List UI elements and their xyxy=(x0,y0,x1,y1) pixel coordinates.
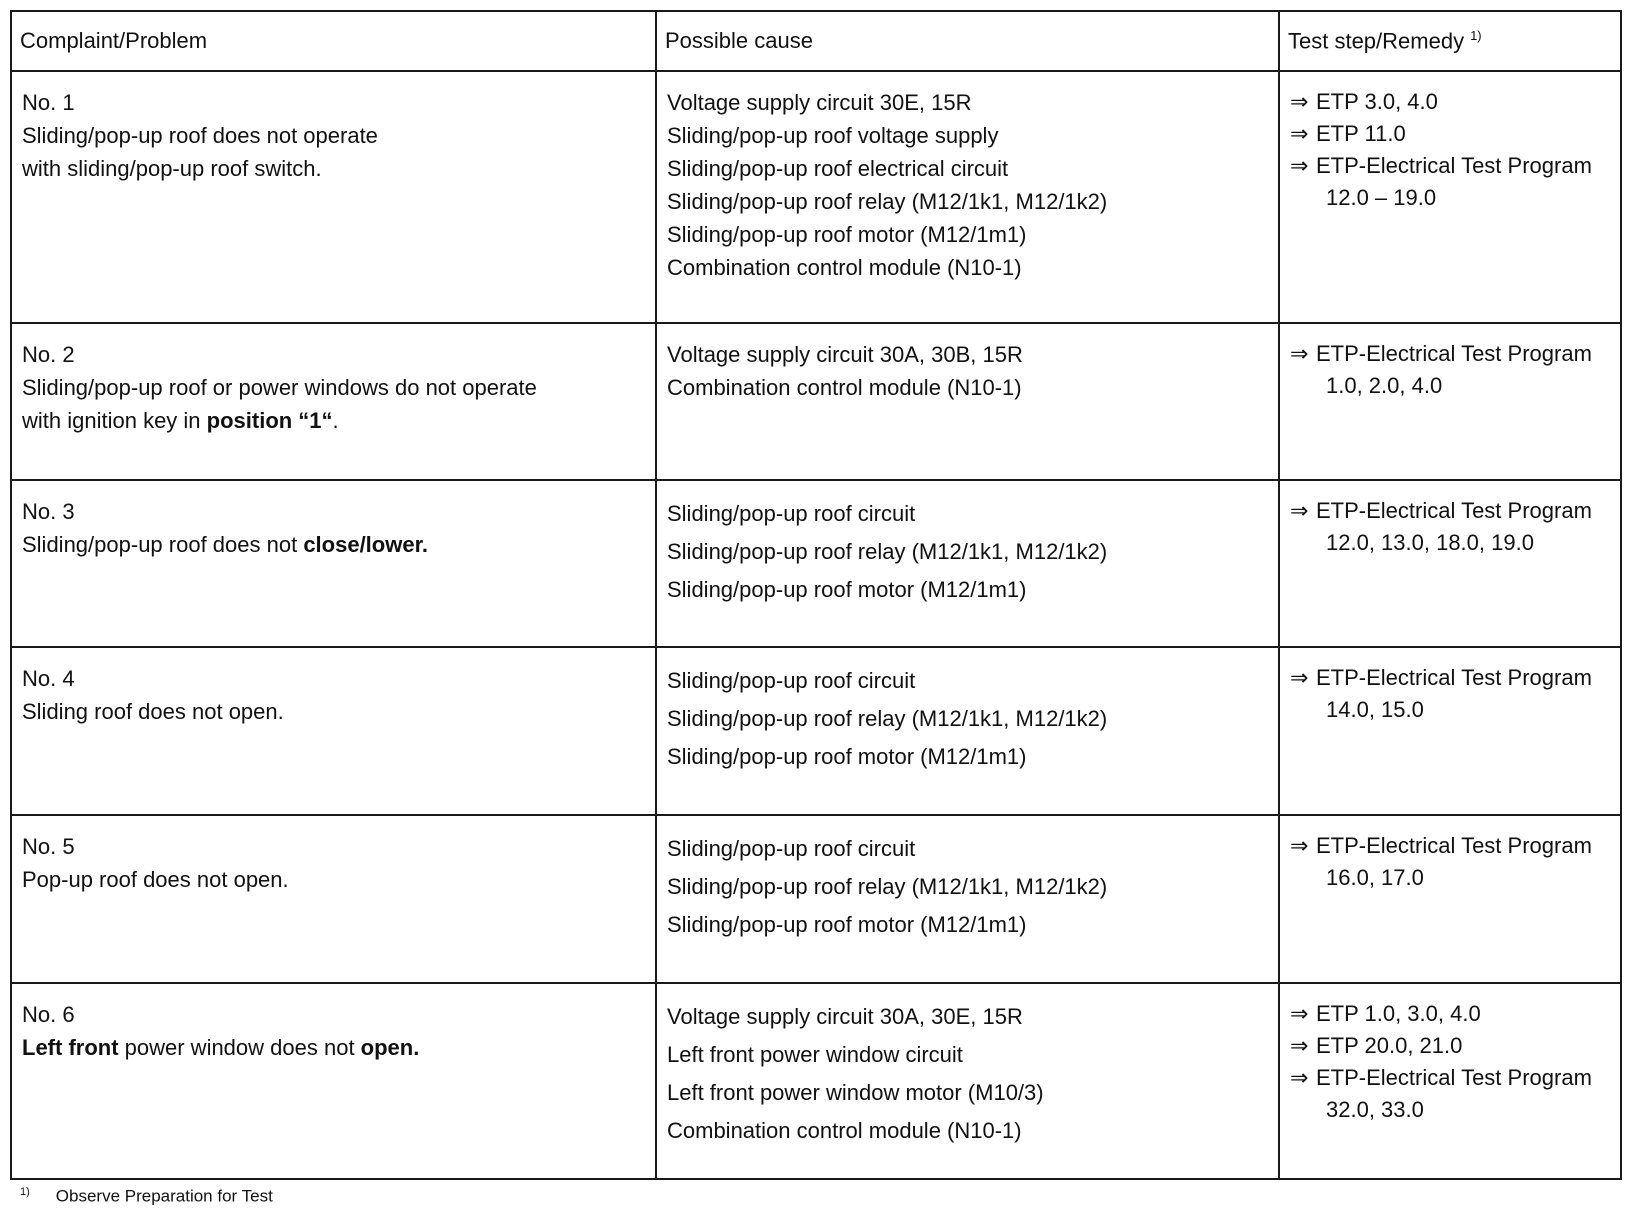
double-arrow-right-icon: ⇒ xyxy=(1290,89,1309,114)
remedy-line xyxy=(1290,150,1612,182)
double-arrow-right-icon: ⇒ xyxy=(1290,121,1309,146)
remedy-cell xyxy=(1279,323,1621,480)
remedy-line xyxy=(1290,370,1612,402)
remedy-line xyxy=(1290,338,1612,370)
complaint-text-segment: position “1“ xyxy=(206,408,333,433)
remedy-line xyxy=(1290,182,1612,214)
cause-cell xyxy=(656,480,1279,647)
remedy-text: ETP-Electrical Test Program xyxy=(1316,665,1592,690)
cause-item: Sliding/pop-up roof circuit xyxy=(667,836,916,861)
remedy-line xyxy=(1290,662,1612,694)
remedy-text: ETP-Electrical Test Program xyxy=(1316,153,1592,178)
remedy-text: ETP 1.0, 3.0, 4.0 xyxy=(1316,1001,1481,1026)
double-arrow-right-icon: ⇒ xyxy=(1290,153,1309,178)
complaint-cell xyxy=(11,815,656,983)
table-row xyxy=(11,647,1621,815)
complaint-line xyxy=(22,371,647,404)
remedy-text: 12.0 – 19.0 xyxy=(1326,185,1437,210)
remedy-text: 1.0, 2.0, 4.0 xyxy=(1326,373,1443,398)
remedy-line xyxy=(1290,1030,1612,1062)
complaint-cell xyxy=(11,647,656,815)
cause-item: Combination control module (N10-1) xyxy=(667,255,1022,280)
double-arrow-right-icon: ⇒ xyxy=(1290,1065,1309,1090)
complaint-line xyxy=(22,152,647,185)
cause-item: Sliding/pop-up roof circuit xyxy=(667,668,916,693)
complaint-line xyxy=(22,119,647,152)
table-row xyxy=(11,480,1621,647)
cause-cell xyxy=(656,647,1279,815)
complaint-number: No. 1 xyxy=(22,90,75,115)
cause-item: Voltage supply circuit 30A, 30B, 15R xyxy=(667,342,1023,367)
cause-item: Left front power window motor (M10/3) xyxy=(667,1080,1044,1105)
complaint-text-segment: Pop-up roof does not open. xyxy=(22,867,289,892)
complaint-cell xyxy=(11,71,656,323)
complaint-line xyxy=(22,695,647,728)
cause-item: Voltage supply circuit 30A, 30E, 15R xyxy=(667,1004,1023,1029)
cause-cell xyxy=(656,71,1279,323)
cause-cell xyxy=(656,815,1279,983)
complaint-text-segment: Left front xyxy=(22,1035,119,1060)
table-row xyxy=(11,71,1621,323)
remedy-text: ETP-Electrical Test Program xyxy=(1316,498,1592,523)
remedy-line xyxy=(1290,527,1612,559)
complaint-text-segment: with ignition key in xyxy=(22,408,207,433)
remedy-line xyxy=(1290,694,1612,726)
cause-item: Left front power window circuit xyxy=(667,1042,963,1067)
complaint-text-segment: Sliding/pop-up roof does not xyxy=(22,532,304,557)
header-remedy xyxy=(1279,11,1621,71)
cause-item: Sliding/pop-up roof motor (M12/1m1) xyxy=(667,912,1027,937)
table-row xyxy=(11,983,1621,1179)
cause-item: Sliding/pop-up roof relay (M12/1k1, M12/1k2) xyxy=(667,706,1108,731)
double-arrow-right-icon: ⇒ xyxy=(1290,1001,1309,1026)
remedy-line xyxy=(1290,86,1612,118)
remedy-line xyxy=(1290,495,1612,527)
complaint-text-segment: Sliding roof does not open. xyxy=(22,699,284,724)
double-arrow-right-icon: ⇒ xyxy=(1290,833,1309,858)
cause-item: Sliding/pop-up roof circuit xyxy=(667,501,916,526)
footnote-mark: 1) xyxy=(20,1186,30,1198)
complaint-number: No. 5 xyxy=(22,834,75,859)
remedy-text: 16.0, 17.0 xyxy=(1326,865,1424,890)
complaint-text-segment: with sliding/pop-up roof switch. xyxy=(22,156,322,181)
remedy-text: ETP-Electrical Test Program xyxy=(1316,341,1592,366)
cause-item: Sliding/pop-up roof relay (M12/1k1, M12/1k2) xyxy=(667,539,1108,564)
double-arrow-right-icon: ⇒ xyxy=(1290,341,1309,366)
cause-item: Voltage supply circuit 30E, 15R xyxy=(667,90,972,115)
cause-item: Combination control module (N10-1) xyxy=(667,375,1022,400)
remedy-text: 14.0, 15.0 xyxy=(1326,697,1424,722)
remedy-text: ETP 3.0, 4.0 xyxy=(1316,89,1438,114)
header-remedy-label: Test step/Remedy xyxy=(1288,28,1465,54)
troubleshooting-table xyxy=(10,10,1622,1180)
double-arrow-right-icon: ⇒ xyxy=(1290,665,1309,690)
complaint-text-segment: close/lower. xyxy=(303,532,429,557)
remedy-cell xyxy=(1279,647,1621,815)
complaint-number: No. 2 xyxy=(22,342,75,367)
complaint-line xyxy=(22,863,647,896)
remedy-cell xyxy=(1279,71,1621,323)
cause-item: Combination control module (N10-1) xyxy=(667,1118,1022,1143)
complaint-text-segment: open. xyxy=(360,1035,420,1060)
footnote xyxy=(20,1186,273,1207)
double-arrow-right-icon: ⇒ xyxy=(1290,498,1309,523)
remedy-line xyxy=(1290,830,1612,862)
cause-item: Sliding/pop-up roof motor (M12/1m1) xyxy=(667,222,1027,247)
remedy-cell xyxy=(1279,815,1621,983)
complaint-line xyxy=(22,404,647,437)
table-row xyxy=(11,815,1621,983)
cause-item: Sliding/pop-up roof electrical circuit xyxy=(667,156,1009,181)
cause-cell xyxy=(656,323,1279,480)
cause-item: Sliding/pop-up roof voltage supply xyxy=(667,123,999,148)
complaint-number: No. 4 xyxy=(22,666,75,691)
remedy-cell xyxy=(1279,983,1621,1179)
double-arrow-right-icon: ⇒ xyxy=(1290,1033,1309,1058)
cause-cell xyxy=(656,983,1279,1179)
remedy-line xyxy=(1290,118,1612,150)
complaint-number: No. 6 xyxy=(22,1002,75,1027)
remedy-text: 12.0, 13.0, 18.0, 19.0 xyxy=(1326,530,1534,555)
complaint-text-segment: Sliding/pop-up roof does not operate xyxy=(22,123,378,148)
complaint-cell xyxy=(11,480,656,647)
header-complaint: Complaint/Problem xyxy=(11,11,656,71)
header-remedy-footnote-mark: 1) xyxy=(1470,28,1482,43)
header-cause: Possible cause xyxy=(656,11,1279,71)
cause-item: Sliding/pop-up roof motor (M12/1m1) xyxy=(667,744,1027,769)
complaint-text-segment: . xyxy=(332,408,339,433)
cause-item: Sliding/pop-up roof relay (M12/1k1, M12/1k2) xyxy=(667,874,1108,899)
complaint-number: No. 3 xyxy=(22,499,75,524)
remedy-text: ETP 20.0, 21.0 xyxy=(1316,1033,1463,1058)
footnote-text: Observe Preparation for Test xyxy=(55,1186,273,1206)
remedy-text: ETP 11.0 xyxy=(1316,121,1406,146)
complaint-line xyxy=(22,528,647,561)
remedy-line xyxy=(1290,1062,1612,1094)
table-header-row xyxy=(11,11,1621,71)
remedy-line xyxy=(1290,1094,1612,1126)
complaint-text-segment: power window does not xyxy=(118,1035,361,1060)
remedy-text: 32.0, 33.0 xyxy=(1326,1097,1424,1122)
complaint-cell xyxy=(11,323,656,480)
complaint-text-segment: Sliding/pop-up roof or power windows do not operate xyxy=(22,375,537,400)
remedy-text: ETP-Electrical Test Program xyxy=(1316,833,1592,858)
table-row xyxy=(11,323,1621,480)
complaint-line xyxy=(22,1031,647,1064)
cause-item: Sliding/pop-up roof relay (M12/1k1, M12/1k2) xyxy=(667,189,1108,214)
remedy-line xyxy=(1290,862,1612,894)
complaint-cell xyxy=(11,983,656,1179)
remedy-line xyxy=(1290,998,1612,1030)
cause-item: Sliding/pop-up roof motor (M12/1m1) xyxy=(667,577,1027,602)
remedy-text: ETP-Electrical Test Program xyxy=(1316,1065,1592,1090)
remedy-cell xyxy=(1279,480,1621,647)
